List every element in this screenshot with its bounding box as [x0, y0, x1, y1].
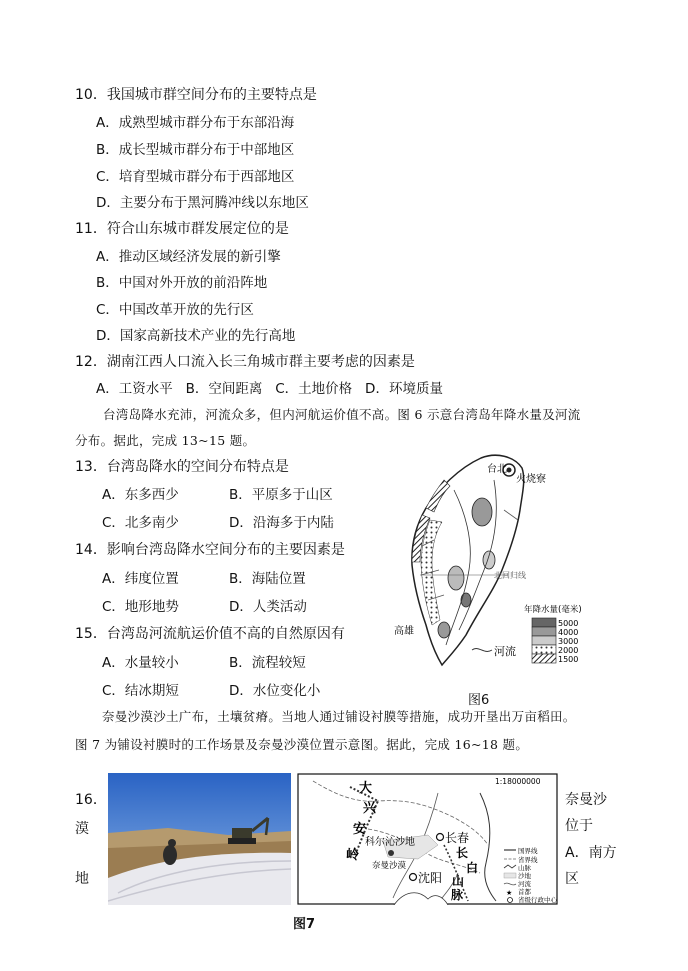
kaohsiung-label: 高雄: [394, 626, 414, 637]
q10-option-b: B．成长型城市群分布于中部地区: [96, 142, 295, 158]
q13-option-b: B．平原多于山区: [229, 487, 333, 503]
changchun-label: 长春: [445, 831, 470, 845]
q11-option-c: C．中国改革开放的先行区: [96, 302, 254, 318]
changbai-label-char: 白: [466, 861, 479, 875]
changbai-label-char: 山: [452, 874, 465, 888]
q11-stem: 11．符合山东城市群发展定位的是: [75, 221, 289, 237]
q10-stem: 10．我国城市群空间分布的主要特点是: [75, 87, 317, 103]
q13-option-c: C．北多南少: [102, 515, 179, 531]
legend-label: 国界线: [518, 847, 538, 855]
legend-label: 沙地: [518, 872, 531, 880]
daxinganling-label-char: 兴: [363, 801, 377, 816]
taiwan-precipitation-map: [384, 450, 609, 690]
legend-swatch-1500: [532, 654, 556, 663]
q14-option-a: A．纬度位置: [102, 571, 179, 587]
changbai-label-char: 脉: [451, 888, 464, 902]
passage-taiwan-line1: 台湾岛降水充沛，河流众多，但内河航运价值不高。图 6 示意台湾岛年降水量及河流: [103, 407, 581, 422]
naiman-marker: [388, 850, 394, 856]
legend-swatch-3000: [532, 636, 556, 645]
q16-left-line3: 地: [75, 871, 89, 887]
legend-title: 年降水量(毫米): [524, 605, 582, 615]
huoshaoliao-label: 火烧寮: [516, 474, 546, 485]
q13-option-a: A．东多西少: [102, 487, 179, 503]
legend-label: 省级行政中心: [518, 896, 557, 904]
q13-stem: 13．台湾岛降水的空间分布特点是: [75, 459, 289, 475]
high-precip-zone: [472, 498, 492, 526]
daxinganling-label-char: 大: [359, 781, 373, 796]
q16-right-line2: 位于: [565, 818, 593, 834]
q15-option-b: B．流程较短: [229, 655, 306, 671]
q16-right-line1: 奈曼沙: [565, 792, 607, 808]
taipei-label: 台北: [487, 464, 507, 475]
q16-right-line3: A．南方: [565, 845, 617, 861]
keerqin-label: 科尔沁沙地: [365, 837, 415, 848]
legend-value: 2000: [558, 646, 579, 655]
legend-label: 首都: [518, 888, 531, 896]
q16-number: 16．: [75, 792, 107, 808]
q10-option-d: D．主要分布于黑河腾冲线以东地区: [96, 195, 309, 211]
q15-option-a: A．水量较小: [102, 655, 179, 671]
q12-stem: 12．湖南江西人口流入长三角城市群主要考虑的因素是: [75, 354, 415, 370]
q14-option-c: C．地形地势: [102, 599, 179, 615]
high-precip-zone: [483, 551, 495, 569]
huoshaoliao-dot: [507, 468, 512, 473]
figure6-caption: 图6: [468, 693, 490, 708]
passage-naiman-line2: 图 7 为铺设衬膜时的工作场景及奈曼沙漠位置示意图。据此，完成 16~18 题。: [75, 737, 529, 752]
legend-swatch-2000: [532, 645, 556, 654]
legend-swatch-4000: [532, 627, 556, 636]
figure7-caption: 图7: [293, 917, 316, 932]
film-laying-photo: [108, 773, 291, 905]
q13-option-d: D．沿海多于内陆: [229, 515, 334, 531]
legend-label: 河流: [518, 880, 531, 888]
legend-swatch-5000: [532, 618, 556, 627]
shenyang-label: 沈阳: [418, 871, 443, 885]
q11-option-a: A．推动区域经济发展的新引擎: [96, 249, 281, 265]
q12-options: A．工资水平 B．空间距离 C．土地价格 D．环境质量: [96, 381, 443, 397]
legend-value: 3000: [558, 637, 579, 646]
high-precip-zone: [438, 622, 450, 638]
q15-stem: 15．台湾岛河流航运价值不高的自然原因有: [75, 626, 345, 642]
legend-value: 5000: [558, 619, 579, 628]
river-legend-label: 河流: [494, 645, 516, 658]
figure7-photo-and-map: [108, 773, 558, 905]
q15-option-d: D．水位变化小: [229, 683, 321, 699]
changbai-label-char: 长: [456, 846, 469, 860]
map-scale: 1:18000000: [495, 777, 541, 786]
q16-left-line2: 漠: [75, 821, 89, 837]
daxinganling-label-char: 安: [353, 822, 367, 837]
legend-label: 山脉: [518, 864, 531, 872]
daxinganling-label-char: 岭: [346, 848, 360, 863]
passage-taiwan-line2: 分布。据此，完成 13~15 题。: [75, 433, 256, 448]
q14-option-d: D．人类活动: [229, 599, 307, 615]
q16-right-line4: 区: [565, 871, 579, 887]
q14-stem: 14．影响台湾岛降水空间分布的主要因素是: [75, 542, 345, 558]
legend-value: 4000: [558, 628, 579, 637]
q10-option-c: C．培育型城市群分布于西部地区: [96, 169, 295, 185]
svg-text:★: ★: [506, 889, 513, 897]
high-precip-zone: [448, 566, 464, 590]
passage-naiman-line1: 奈曼沙漠沙土广布，土壤贫瘠。当地人通过铺设衬膜等措施，成功开垦出万亩稻田。: [102, 709, 576, 724]
legend-value: 1500: [558, 655, 579, 664]
q11-option-d: D．国家高新技术产业的先行高地: [96, 328, 296, 344]
high-precip-zone: [461, 593, 471, 607]
q15-option-c: C．结冰期短: [102, 683, 179, 699]
q10-option-a: A．成熟型城市群分布于东部沿海: [96, 115, 295, 131]
q11-option-b: B．中国对外开放的前沿阵地: [96, 275, 268, 291]
shenyang-marker: [410, 874, 417, 881]
naiman-label: 奈曼沙漠: [372, 861, 407, 871]
tropic-label: 北回归线: [494, 571, 526, 580]
changchun-marker: [437, 834, 444, 841]
river-legend-line: [472, 649, 492, 652]
q14-option-b: B．海陆位置: [229, 571, 306, 587]
legend-label: 省界线: [518, 856, 538, 864]
